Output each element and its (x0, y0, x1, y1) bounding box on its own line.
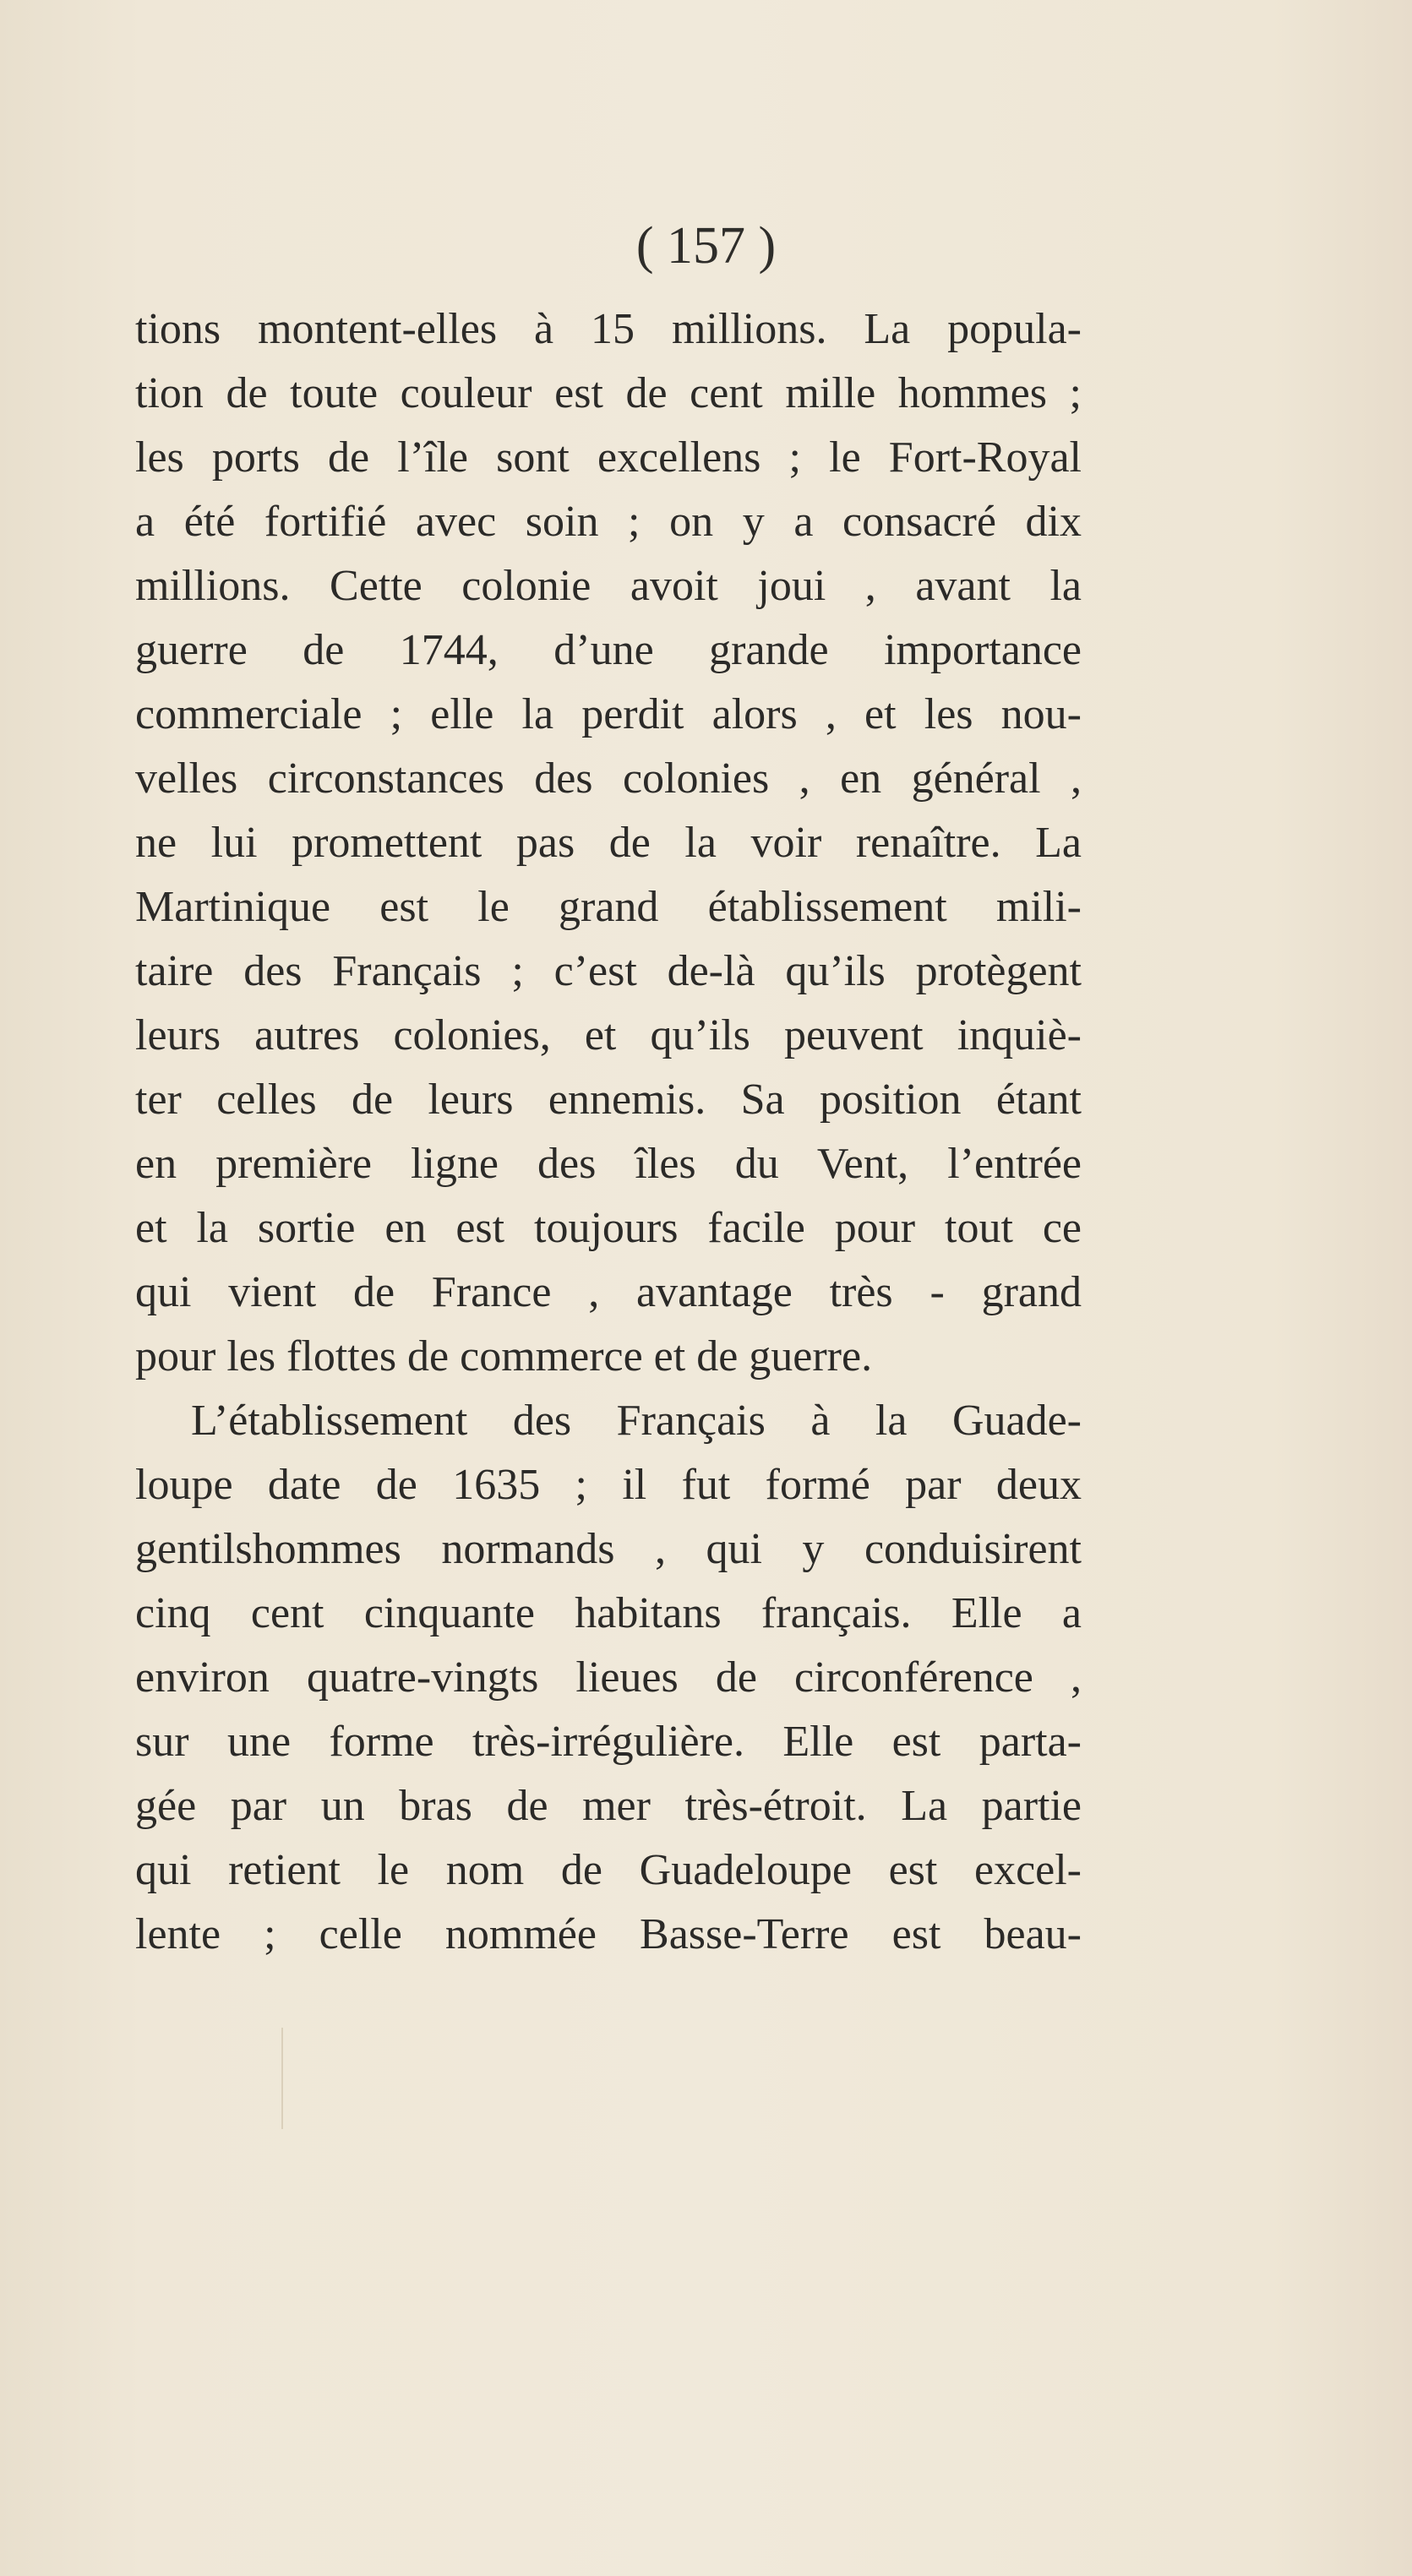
text-line: en première ligne des îles du Vent, l’entrée (135, 1140, 1082, 1188)
text-line: et la sortie en est toujours facile pour tout ce (135, 1204, 1082, 1252)
text-line: leurs autres colonies, et qu’ils peuvent inquiè- (135, 1011, 1082, 1059)
text-line: loupe date de 1635 ; il fut formé par deux (135, 1461, 1082, 1509)
text-line: qui retient le nom de Guadeloupe est excel- (135, 1846, 1082, 1894)
text-line: gentilshommes normands , qui y conduisirent (135, 1525, 1082, 1573)
text-line: L’établissement des Français à la Guade- (191, 1397, 1082, 1445)
text-line: guerre de 1744, d’une grande importance (135, 626, 1082, 674)
text-line: sur une forme très-irrégulière. Elle est parta- (135, 1718, 1082, 1766)
text-line: velles circonstances des colonies , en général , (135, 754, 1082, 803)
text-line: gée par un bras de mer très-étroit. La partie (135, 1782, 1082, 1830)
paper-mark (281, 2028, 283, 2129)
text-line: pour les flottes de commerce et de guerre. (135, 1332, 873, 1381)
text-line: millions. Cette colonie avoit joui , avant la (135, 562, 1082, 610)
text-line: cinq cent cinquante habitans français. Elle a (135, 1589, 1082, 1637)
page-number: ( 157 ) (635, 217, 777, 275)
text-line: commerciale ; elle la perdit alors , et les nou- (135, 690, 1082, 738)
text-line: lente ; celle nommée Basse-Terre est beau- (135, 1910, 1082, 1958)
text-line: les ports de l’île sont excellens ; le Fort-Royal (135, 433, 1082, 482)
text-line: tions montent-elles à 15 millions. La popula- (135, 305, 1082, 353)
text-line: Martinique est le grand établissement mili- (135, 883, 1082, 931)
text-line: ne lui promettent pas de la voir renaître. La (135, 819, 1082, 867)
paragraph-2 (135, 1389, 1082, 1967)
text-line: tion de toute couleur est de cent mille hommes ; (135, 369, 1082, 417)
text-line: environ quatre-vingts lieues de circonférence , (135, 1653, 1082, 1702)
text-line: ter celles de leurs ennemis. Sa position étant (135, 1076, 1082, 1124)
body-text (135, 297, 1082, 1967)
text-line: taire des Français ; c’est de-là qu’ils protègent (135, 947, 1082, 995)
text-line: a été fortifié avec soin ; on y a consacré dix (135, 498, 1082, 546)
text-line: qui vient de France , avantage très - grand (135, 1268, 1082, 1316)
paragraph-1 (135, 297, 1082, 1389)
